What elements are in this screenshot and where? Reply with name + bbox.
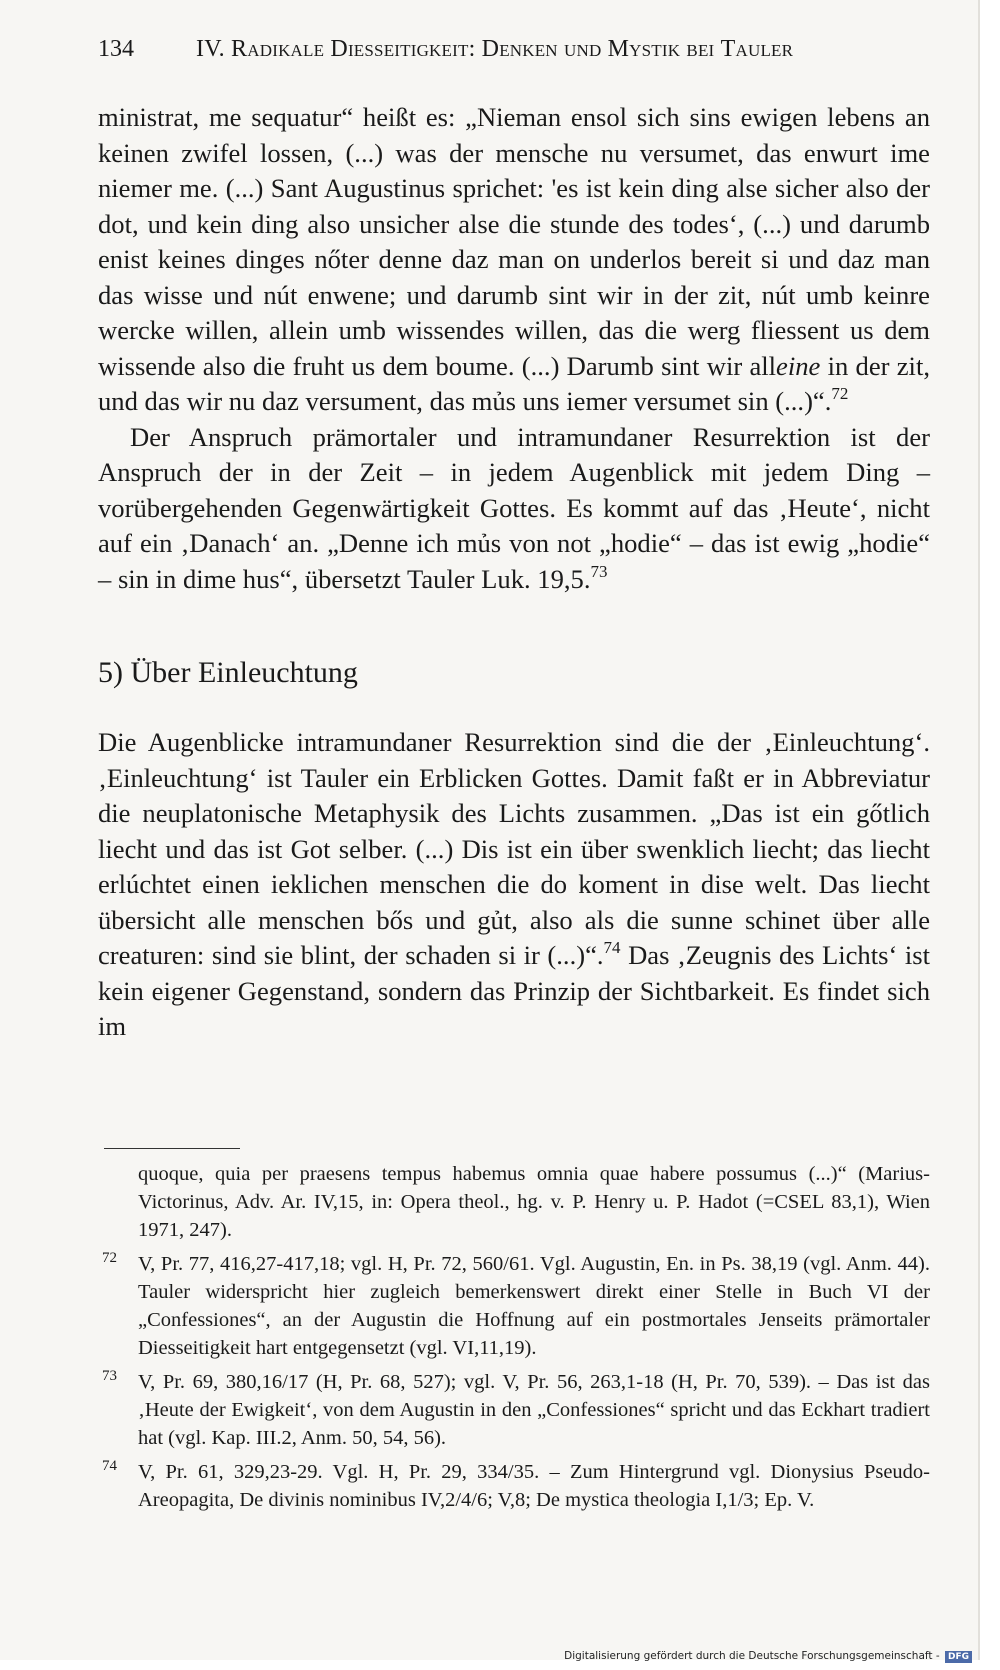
digitization-credit: Digitalisierung gefördert durch die Deutsche Forschungsgemeinschaft - DFG bbox=[564, 1650, 972, 1663]
main-text bbox=[98, 100, 930, 1045]
page-number: 134 bbox=[98, 36, 134, 62]
footnote-ref-72[interactable]: 72 bbox=[831, 384, 849, 403]
paragraph-quote-continuation: ministrat, me sequatur“ heißt es: „Nieman ensol sich sins ewigen lebens an keinen zwifel lossen, (...) was der mensche nu versumet, das enwurt ime niemer me. (...) Sant Augustinus sprichet: 'es ist kein ding alse sicher also der dot, und kein ding also unsicher alse die stunde des todes‘, (...) und darumb enist keines dinges nőter denne daz man on underlos bereit si und daz man das wisse und nút enwene; und darumb sint wir in der zit, nút umb keinre wercke willen, allein umb wissendes willen, das die werg fliessent us dem wissende also die fruht us dem boume. (...) Darumb sint wir alleine in der zit, und das wir nu daz versument, das mủs uns iemer versumet sin (...)“.$^{72}$ bbox=[98, 102, 930, 416]
footnote-separator bbox=[104, 1148, 240, 1149]
dfg-logo: DFG bbox=[945, 1651, 972, 1663]
footnote-number: 72 bbox=[102, 1250, 117, 1266]
running-title bbox=[196, 36, 793, 62]
footnote-number: 74 bbox=[102, 1458, 117, 1474]
footnote-ref-74[interactable]: 74 bbox=[603, 938, 621, 957]
footnotes bbox=[98, 1160, 930, 1520]
section-heading: 5) Über Einleuchtung bbox=[98, 656, 358, 689]
footnote-74: 74 V, Pr. 61, 329,23-29. Vgl. H, Pr. 29, 334/35. – Zum Hintergrund vgl. Dionysius Pseudo-Areopagita, De divinis nominibus IV,2/4/6; V,8; De mystica theologia I,1/3; Ep. V. bbox=[98, 1458, 930, 1514]
title-word: Tauler bbox=[720, 36, 794, 62]
footnote-73: 73 V, Pr. 69, 380,16/17 (H, Pr. 68, 527); vgl. V, Pr. 56, 263,1-18 (H, Pr. 70, 539). – Das ist das ‚Heute der Ewigkeit‘, von dem Augustin in den „Confessiones“ spricht und das Eckhart tradiert hat (vgl. Kap. III.2, Anm. 50, 54, 56). bbox=[98, 1368, 930, 1452]
title-word: Radikale bbox=[231, 36, 331, 62]
title-word: Diesseitigkeit: bbox=[330, 36, 482, 62]
footnote-ref-73[interactable]: 73 bbox=[590, 561, 608, 581]
chapter-prefix: IV. bbox=[196, 36, 232, 62]
paragraph-einleuchtung: Die Augenblicke intramundaner Resurrektion sind die der ‚Einleuchtung‘. ‚Einleuchtung‘ ist Tauler ein Erblicken Gottes. Damit faßt er in Abbreviatur die neuplatonische Metaphysik des Lichts zusammen. „Das ist ein gőtlich liecht und das ist Got selber. (...) Dis ist ein über swenklich liecht; das liecht erlúchtet einen ieklichen menschen die do koment in dise welt. Das liecht übersicht alle menschen bős und gủt, also als die sunne schinet über alle creaturen: sind sie blint, der schaden si ir (...)“.$^{74}$ Das ‚Zeugnis des Lichts‘ ist kein eigener Gegenstand, sondern das Prinzip der Sichtbarkeit. Es findet sich im bbox=[98, 727, 930, 1041]
footnote-number: 73 bbox=[102, 1368, 117, 1384]
title-word: Mystik bei bbox=[607, 36, 721, 62]
paragraph-claim: Der Anspruch prämortaler und intramundaner Resurrektion ist der Anspruch der in der Zeit – in jedem Augenblick mit jedem Ding – vorübergehenden Gegenwärtigkeit Gottes. Es kommt auf das ‚Heute‘, nicht auf ein ‚Danach‘ an. „Denne ich mủs von not „hodie“ – das ist ewig „hodie“ – sin in dime hus“, übersetzt Tauler Luk. 19,5.73 bbox=[98, 421, 930, 594]
footnote-72: 72 V, Pr. 77, 416,27-417,18; vgl. H, Pr. 72, 560/61. Vgl. Augustin, En. in Ps. 38,19 (vgl. Anm. 44). Tauler widerspricht hier zugleich bemerkenswert direkt einer Stelle in Buch VI der „Confessiones“, an der Augustin die Hoffnung auf ein postmortales Jenseits prämortaler Diesseitigkeit hart entgegensetzt (vgl. VI,11,19). bbox=[98, 1250, 930, 1362]
italic-emphasis: eine bbox=[776, 350, 821, 381]
footnote-continuation: quoque, quia per praesens tempus habemus omnia quae habere possumus (...)“ (Marius-Victorinus, Adv. Ar. IV,15, in: Opera theol., hg. v. P. Henry u. P. Hadot (=CSEL 83,1), Wien 1971, 247). bbox=[138, 1163, 930, 1241]
title-word: Denken und bbox=[481, 36, 608, 62]
running-header bbox=[98, 34, 928, 64]
